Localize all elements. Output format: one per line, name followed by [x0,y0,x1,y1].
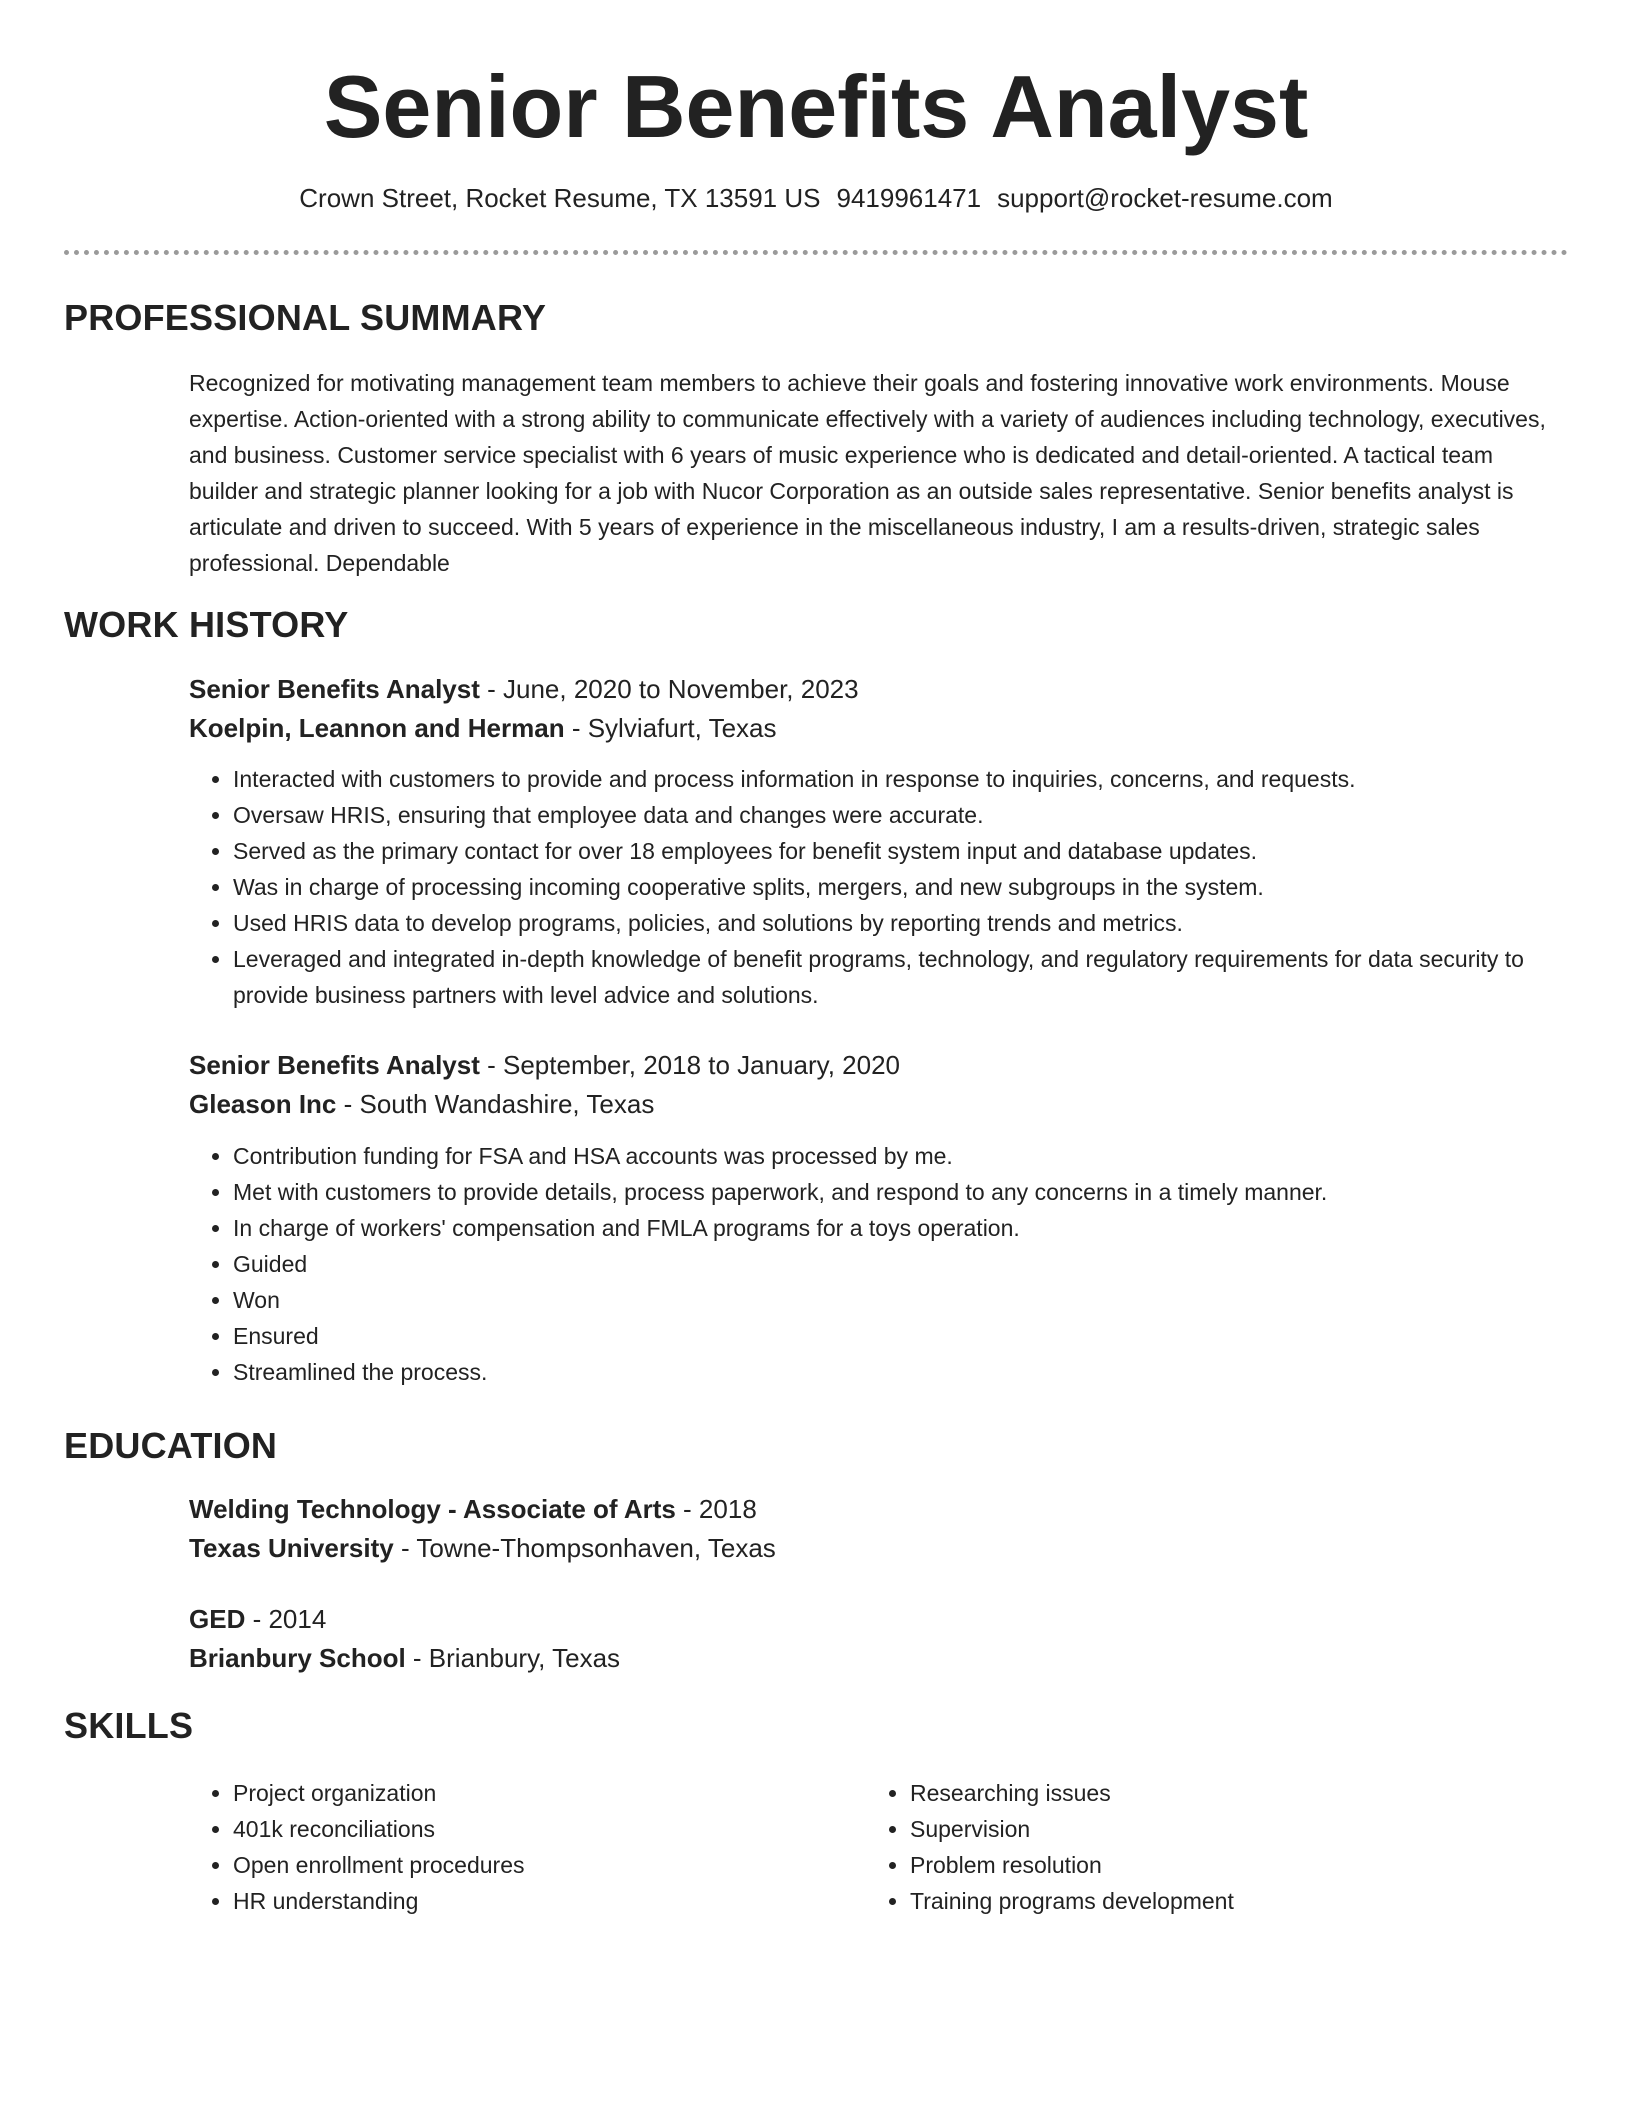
skills-heading: SKILLS [64,1705,194,1746]
school-line [189,1529,1569,1568]
list-item: • Used HRIS data to develop programs, policies, and solutions by reporting trends and metrics. [233,905,1569,941]
summary-heading: PROFESSIONAL SUMMARY [64,297,547,338]
list-item: • Was in charge of processing incoming cooperative splits, mergers, and new subgroups in the system. [233,869,1569,905]
address: Crown Street, Rocket Resume, TX 13591 US [299,183,821,213]
job-company: Gleason Inc [189,1089,337,1119]
job-company-line [189,1085,1569,1124]
phone: 9419961471 [836,183,982,213]
list-item: • Won [233,1282,1569,1318]
degree: Welding Technology - Associate of Arts [189,1494,676,1524]
degree-year: - 2014 [245,1604,327,1634]
job-company-line [189,709,1569,748]
skill-item: • Researching issues [910,1775,1486,1811]
list-item: • In charge of workers' compensation and FMLA programs for a toys operation. [233,1210,1569,1246]
summary-text: Recognized for motivating management team members to achieve their goals and fostering innovative work environments. Mouse expertise. Action-oriented with a strong ability to communicate effectively with a variety of audiences including technology, executives, and business. Customer service specialist with 6 years of music experience who is dedicated and detail-oriented. A tactical team builder and strategic planner looking for a job with Nucor Corporation as an outside sales representative. Senior benefits analyst is articulate and driven to succeed. With 5 years of experience in the miscellaneous industry, I am a results-driven, strategic sales professional. Dependable [189,370,1546,576]
degree-year: - 2018 [675,1494,757,1524]
list-item: • Leveraged and integrated in-depth knowledge of benefit programs, technology, and regulatory requirements for data security to provide business partners with level advice and solutions. [233,941,1569,1013]
contact-line [0,180,1632,216]
school: Texas University [189,1533,394,1563]
skills-list [189,1775,809,1919]
job-bullets [189,1138,1569,1390]
job-location: - South Wandashire, Texas [336,1089,655,1119]
job-location: - Sylviafurt, Texas [564,713,777,743]
header-divider [64,250,1568,255]
skills-column-right [866,1775,1486,1919]
list-item: • Served as the primary contact for over 18 employees for benefit system input and database updates. [233,833,1569,869]
skill-item: • Training programs development [910,1883,1486,1919]
education-heading: EDUCATION [64,1425,278,1466]
education-entry [189,1600,1569,1678]
list-item: • Interacted with customers to provide and process information in response to inquiries, concerns, and requests. [233,761,1569,797]
school-line [189,1639,1569,1678]
email: support@rocket-resume.com [997,183,1333,213]
job-entry [189,670,1569,1013]
job-role: Senior Benefits Analyst [189,674,480,704]
list-item: • Met with customers to provide details, process paperwork, and respond to any concerns in a timely manner. [233,1174,1569,1210]
degree-line [189,1600,1569,1639]
list-item: • Streamlined the process. [233,1354,1569,1390]
skill-item: • 401k reconciliations [233,1811,809,1847]
candidate-name: Senior Benefits Analyst [323,57,1309,156]
list-item: • Contribution funding for FSA and HSA accounts was processed by me. [233,1138,1569,1174]
job-dates: - September, 2018 to January, 2020 [479,1050,901,1080]
skill-item: • HR understanding [233,1883,809,1919]
job-bullets [189,761,1569,1013]
degree-line [189,1490,1569,1529]
job-role: Senior Benefits Analyst [189,1050,480,1080]
school: Brianbury School [189,1643,406,1673]
list-item: • Guided [233,1246,1569,1282]
skill-item: • Supervision [910,1811,1486,1847]
job-title-line [189,1046,1569,1085]
skill-item: • Problem resolution [910,1847,1486,1883]
list-item: • Oversaw HRIS, ensuring that employee data and changes were accurate. [233,797,1569,833]
skill-item: • Open enrollment procedures [233,1847,809,1883]
work-history-heading: WORK HISTORY [64,604,349,645]
skills-column-left [189,1775,809,1919]
skills-list [866,1775,1486,1919]
job-dates: - June, 2020 to November, 2023 [479,674,859,704]
school-location: - Brianbury, Texas [405,1643,621,1673]
degree: GED [189,1604,246,1634]
job-entry [189,1046,1569,1390]
school-location: - Towne-Thompsonhaven, Texas [393,1533,776,1563]
list-item: • Ensured [233,1318,1569,1354]
skill-item: • Project organization [233,1775,809,1811]
education-entry [189,1490,1569,1568]
job-company: Koelpin, Leannon and Herman [189,713,565,743]
job-title-line [189,670,1569,709]
